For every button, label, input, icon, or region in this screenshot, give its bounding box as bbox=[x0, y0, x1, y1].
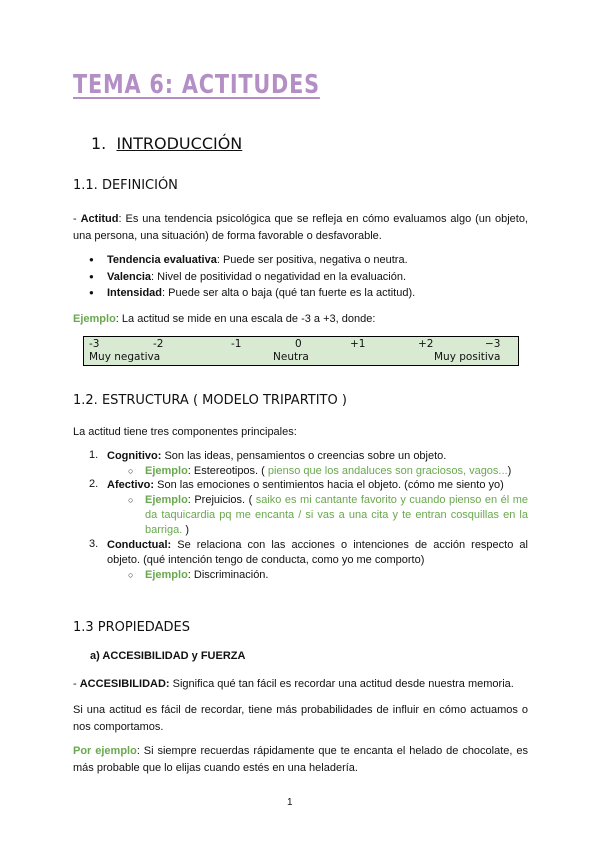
attitude-scale-table bbox=[83, 336, 519, 366]
accesibilidad-paragraph: Si una actitud es fácil de recordar, tiene más probabilidades de influir en cómo actuamos o nos comportamos. bbox=[73, 704, 528, 733]
example-end: ) bbox=[182, 524, 190, 536]
estructura-intro: La actitud tiene tres componentes principales: bbox=[73, 426, 297, 438]
scale-value: -1 bbox=[231, 338, 242, 350]
example-end: ) bbox=[507, 465, 512, 477]
scale-value: -3 bbox=[89, 338, 100, 350]
example-text: : Discriminación. bbox=[187, 569, 269, 581]
bullet-text: : Nivel de positividad o negatividad en la evaluación. bbox=[151, 270, 407, 283]
scale-label: Neutra bbox=[273, 351, 309, 363]
section-heading-introduccion bbox=[91, 134, 242, 153]
list-item bbox=[107, 449, 528, 464]
example-label: Ejemplo bbox=[145, 494, 188, 506]
scale-value: +1 bbox=[350, 338, 366, 350]
scale-value: 0 bbox=[295, 338, 302, 350]
def-term: Actitud bbox=[80, 213, 119, 225]
example-note: pienso que los andaluces son graciosos, vagos... bbox=[267, 465, 508, 477]
example-text: : Estereotipos. ( bbox=[187, 465, 268, 477]
bullet-text: : Puede ser alta o baja (qué tan fuerte es la actitud). bbox=[162, 287, 416, 299]
item-number: 1. bbox=[89, 449, 99, 461]
scale-value: -2 bbox=[153, 338, 164, 350]
item-term: Cognitivo: bbox=[107, 450, 162, 462]
scale-value: −3 bbox=[485, 338, 501, 350]
scale-label: Muy negativa bbox=[89, 351, 161, 363]
heading-propiedades: 1.3 PROPIEDADES bbox=[73, 620, 190, 635]
accesibilidad-example bbox=[73, 743, 528, 777]
heading-estructura: 1.2. ESTRUCTURA ( MODELO TRIPARTITO ) bbox=[73, 393, 347, 408]
definition-paragraph bbox=[73, 211, 528, 245]
section-label: INTRODUCCIÓN bbox=[116, 134, 243, 153]
example-subitem bbox=[145, 568, 528, 583]
acc-term: ACCESIBILIDAD: bbox=[79, 678, 170, 690]
list-item bbox=[107, 478, 528, 493]
heading-definicion: 1.1. DEFINICIÓN bbox=[73, 178, 178, 193]
subheading-accesibilidad: a) ACCESIBILIDAD y FUERZA bbox=[90, 650, 246, 662]
page-title: TEMA 6: ACTITUDES bbox=[73, 70, 320, 100]
example-label: Por ejemplo bbox=[73, 745, 137, 757]
list-item bbox=[107, 538, 528, 568]
accesibilidad-definition bbox=[73, 676, 528, 693]
item-term: Afectivo: bbox=[107, 479, 155, 491]
acc-prefix: - bbox=[73, 678, 80, 690]
item-text: Son las emociones o sentimientos hacia el objeto. (cómo me siento yo) bbox=[154, 479, 504, 491]
acc-text: Significa qué tan fácil es recordar una actitud desde nuestra memoria. bbox=[169, 678, 514, 690]
bullet-term: Intensidad bbox=[107, 287, 163, 299]
bullet-text: : Puede ser positiva, negativa o neutra. bbox=[216, 254, 408, 266]
example-text: : Prejuicios. ( bbox=[187, 494, 256, 506]
bullet-term: Tendencia evaluativa bbox=[107, 254, 217, 266]
page-number: 1 bbox=[287, 797, 293, 808]
example-note: saiko es mi cantante favorito y cuando pienso en él me da taquicardia pq me encanta / si vas a una cita y te entran cosquillas en la barriga. bbox=[145, 494, 528, 536]
def-prefix: - bbox=[73, 213, 81, 225]
example-text: : La actitud se mide en una escala de -3 a +3, donde: bbox=[115, 313, 376, 325]
item-number: 3. bbox=[89, 538, 99, 550]
example-subitem bbox=[145, 493, 528, 538]
item-term: Conductual: bbox=[107, 539, 172, 551]
example-subitem bbox=[145, 464, 528, 479]
item-text: Son las ideas, pensamientos o creencias sobre un objeto. bbox=[161, 450, 447, 462]
scale-label: Muy positiva bbox=[434, 351, 501, 363]
properties-list bbox=[73, 252, 528, 302]
item-number: 2. bbox=[89, 478, 99, 490]
example-label: Ejemplo bbox=[145, 569, 188, 581]
scale-value: +2 bbox=[418, 338, 434, 350]
example-text: : Si siempre recuerdas rápidamente que te encanta el helado de chocolate, es más probable que lo elijas cuando estés en una heladería. bbox=[73, 745, 528, 774]
item-text: Se relaciona con las acciones o intenciones de acción respecto al objeto. (qué intención tengo de conducta, como yo me comporto) bbox=[107, 539, 528, 566]
example-line bbox=[73, 311, 528, 328]
bullet-term: Valencia bbox=[107, 270, 152, 283]
example-label: Ejemplo bbox=[145, 465, 188, 477]
def-text: : Es una tendencia psicológica que se refleja en cómo evaluamos algo (un objeto, una persona, una situación) de forma favorable o desfavorable. bbox=[73, 213, 528, 242]
list-item bbox=[73, 285, 528, 302]
example-label: Ejemplo bbox=[73, 313, 116, 325]
list-item bbox=[73, 252, 528, 269]
list-item bbox=[73, 269, 528, 286]
section-number: 1. bbox=[91, 134, 107, 153]
